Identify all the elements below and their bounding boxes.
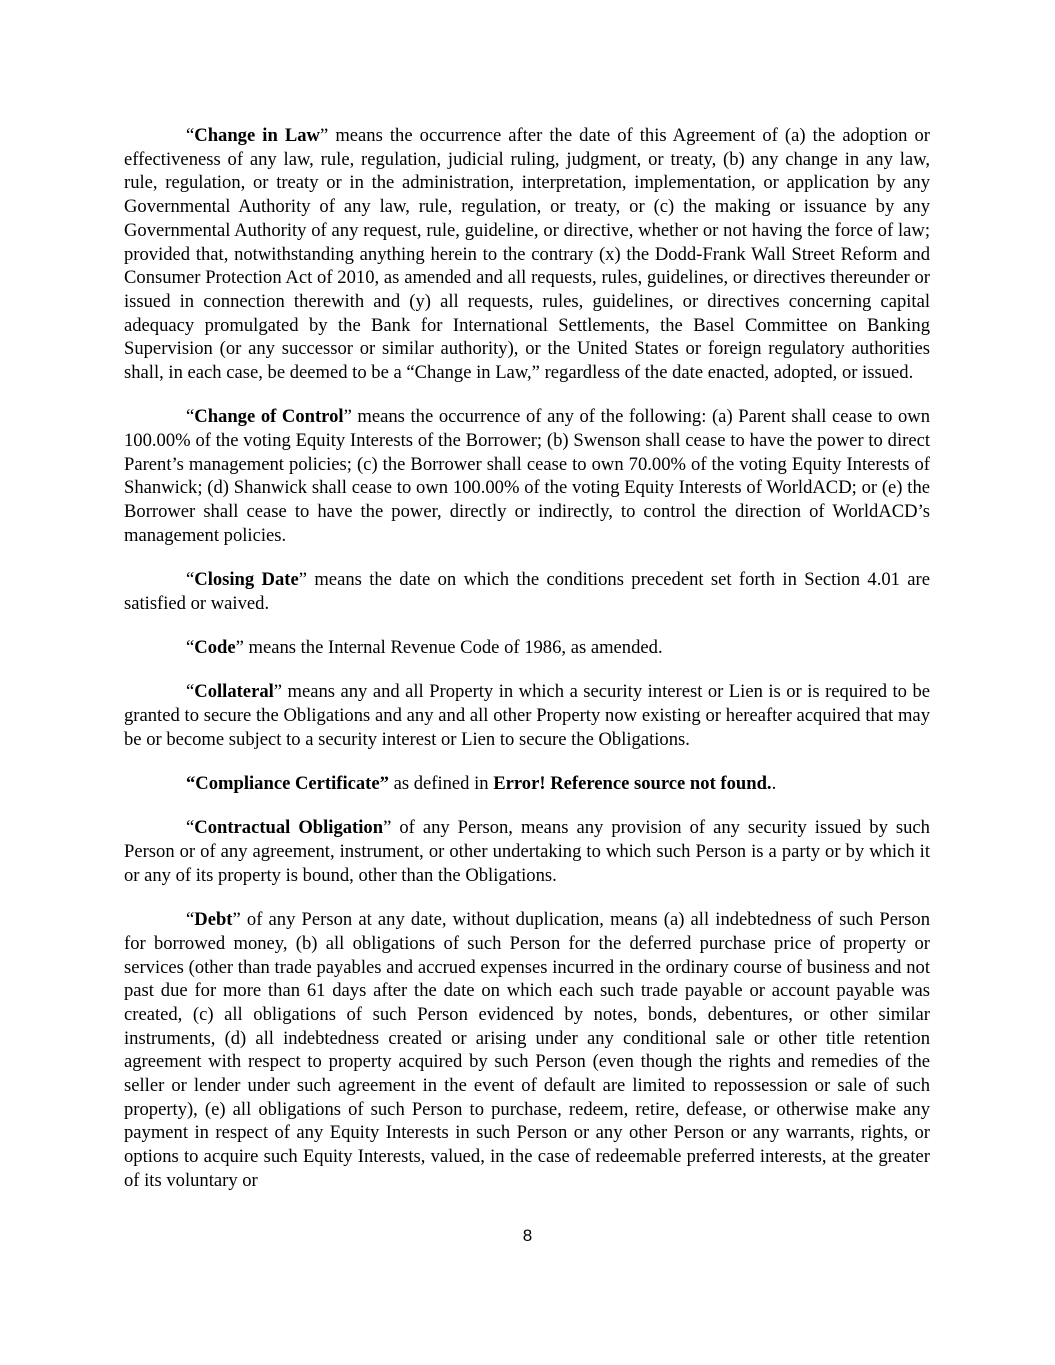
definition-body: ” of any Person at any date, without duplication, means (a) all indebtedness of such Person for borrowed money, (b) all obligations of such Person for the deferred purchase price of property or services (other than trade payables and accrued expenses incurred in the ordinary course of business and not past due for more than 61 days after the date on which each such trade payable or account payable was created, (c) all obligations of such Person evidenced by notes, bonds, debentures, or other similar instruments, (d) all indebtedness created or arising under any conditional sale or other title retention agreement with respect to property acquired by such Person (even though the rights and remedies of the seller or lender under such agreement in the event of default are limited to repossession or sale of such property), (e) all obligations of such Person to purchase, redeem, retire, defease, or otherwise make any payment in respect of any Equity Interests in such Person or any other Person or any warrants, rights, or options to acquire such Equity Interests, valued, in the case of redeemable preferred interests, at the greater of its voluntary or [124, 909, 930, 1191]
defined-term: Debt [194, 909, 233, 931]
open-quote: “ [186, 681, 195, 703]
document-page [124, 124, 930, 1213]
definition-end: . [771, 773, 777, 795]
definition-closing-date [124, 568, 930, 615]
open-quote: “ [186, 637, 195, 659]
reference-error: Error! Reference source not found. [493, 773, 772, 795]
page-number: 8 [522, 1226, 533, 1245]
defined-term: Closing Date [194, 569, 299, 591]
definition-body: ” means the Internal Revenue Code of 1986, as amended. [235, 637, 663, 659]
defined-term: Code [194, 637, 236, 659]
definition-debt [124, 908, 930, 1192]
open-quote: “ [186, 569, 195, 591]
definition-change-of-control [124, 405, 930, 547]
definition-contractual-obligation [124, 816, 930, 887]
definition-code [124, 636, 930, 660]
defined-term: Collateral [194, 681, 274, 703]
definition-change-in-law [124, 124, 930, 385]
definition-middle: as defined in [388, 773, 494, 795]
defined-term: “Compliance Certificate” [186, 773, 389, 795]
definition-body: ” means the occurrence of any of the following: (a) Parent shall cease to own 100.00% of the voting Equity Interests of the Borrower; (b) Swenson shall cease to have the power to direct Parent’s management policies; (c) the Borrower shall cease to own 70.00% of the voting Equity Interests of Shanwick; (d) Shanwick shall cease to own 100.00% of the voting Equity Interests of WorldACD; or (e) the Borrower shall cease to have the power, directly or indirectly, to control the direction of WorldACD’s management policies. [124, 406, 930, 546]
definition-body: ” means the date on which the conditions precedent set forth in Section 4.01 are satisfied or waived. [124, 569, 930, 614]
definition-compliance-certificate [124, 772, 930, 796]
definition-body: ” means any and all Property in which a security interest or Lien is or is required to be granted to secure the Obligations and any and all other Property now existing or hereafter acquired that may be or become subject to a security interest or Lien to secure the Obligations. [124, 681, 930, 750]
definition-collateral [124, 680, 930, 751]
open-quote: “ [186, 909, 195, 931]
open-quote: “ [186, 817, 195, 839]
defined-term: Contractual Obligation [194, 817, 384, 839]
definition-body: ” means the occurrence after the date of this Agreement of (a) the adoption or effectiveness of any law, rule, regulation, judicial ruling, judgment, or treaty, (b) any change in any law, rule, regulation, or treaty or in the administration, interpretation, implementation, or application by any Governmental Authority of any law, rule, regulation, or treaty, or (c) the making or issuance by any Governmental Authority of any request, rule, guideline, or directive, whether or not having the force of law; provided that, notwithstanding anything herein to the contrary (x) the Dodd-Frank Wall Street Reform and Consumer Protection Act of 2010, as amended and all requests, rules, guidelines, or directives thereunder or issued in connection therewith and (y) all requests, rules, guidelines, or directives concerning capital adequacy promulgated by the Bank for International Settlements, the Basel Committee on Banking Supervision (or any successor or similar authority), or the United States or foreign regulatory authorities shall, in each case, be deemed to be a “Change in Law,” regardless of the date enacted, adopted, or issued. [124, 125, 931, 384]
open-quote: “ [186, 406, 195, 428]
open-quote: “ [186, 125, 195, 146]
defined-term: Change of Control [194, 406, 344, 428]
defined-term: Change in Law [194, 125, 320, 146]
definition-body: ” of any Person, means any provision of any security issued by such Person or of any agreement, instrument, or other undertaking to which such Person is a party or by which it or any of its property is bound, other than the Obligations. [124, 817, 930, 886]
